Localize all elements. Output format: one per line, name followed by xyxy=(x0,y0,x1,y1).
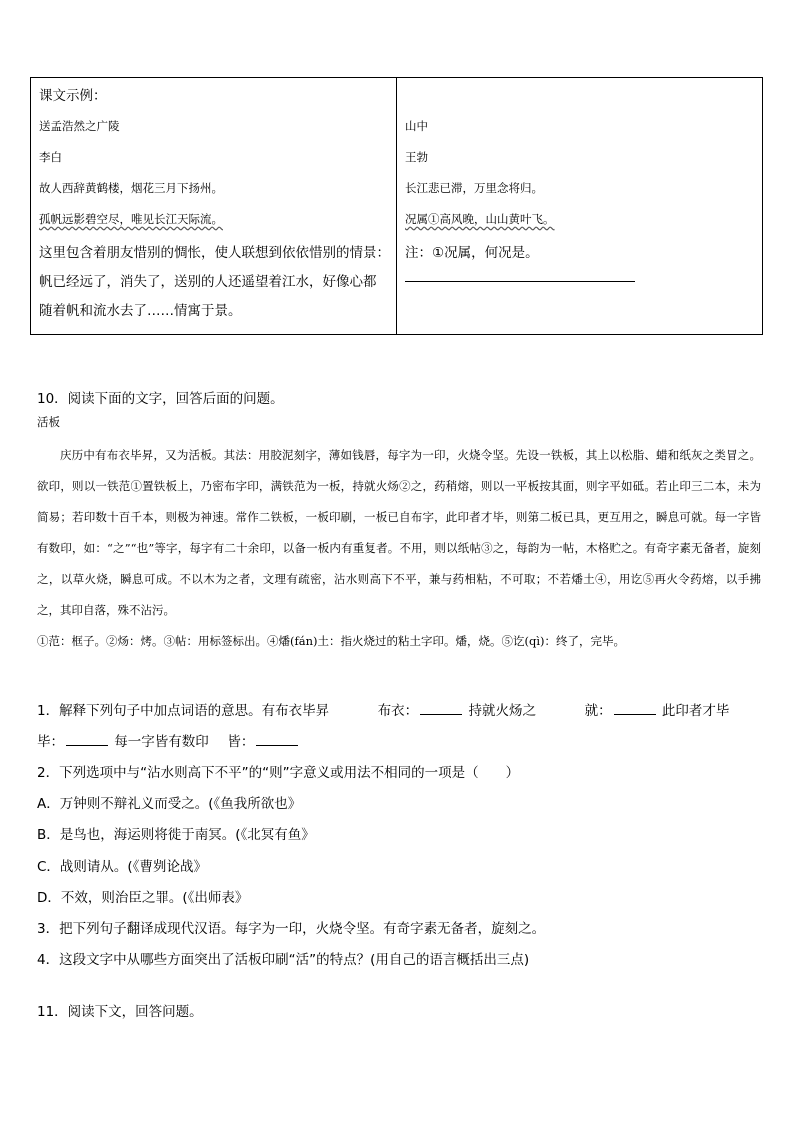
option-b[interactable]: B．是鸟也，海运则将徙于南冥。(《北冥有鱼》 xyxy=(37,827,315,843)
answer-blank-line[interactable] xyxy=(405,273,635,282)
example-analysis-line-3: 随着帆和流水去了……情寓于景。 xyxy=(39,303,242,319)
example-analysis-line-1: 这里包含着朋友惜别的惆怅，使人联想到依依惜别的情景： xyxy=(39,245,390,261)
q1-sentence-b: 持就火炀之 xyxy=(468,703,536,719)
q1-prefix: 1．解释下列句子中加点词语的意思。有布衣毕昇 xyxy=(37,703,330,719)
q1-term-a: 布衣： xyxy=(377,703,419,719)
question-1-cont xyxy=(37,730,300,750)
passage-body: 庆历中有布衣毕昇，又为活板。其法：用胶泥刻字，薄如钱唇，每字为一印，火烧令坚。先设一铁板，其上以松脂、蜡和纸灰之类冒之。欲印，则以一铁范①置铁板上，乃密布字印，满铁范为一板，持就火炀②之，药稍熔，则以一平板按其面，则字平如砥。若止印三二本，未为简易；若印数十百千本，则极为神速。常作二铁板，一板印刷，一板已自布字，此印者才毕，则第二板已具，更互用之，瞬息可就。每一字皆有数印，如：“之”“也”等字，每字有二十余印，以备一板内有重复者。不用，则以纸帖③之，每韵为一帖，木格贮之。有奇字素无备者，旋刻之，以草火烧，瞬息可成。不以木为之者，文理有疏密，沾水则高下不平，兼与药相粘，不可取；不若燔土④，用讫⑤再火令药熔，以手拂之，其印自落，殊不沾污。 xyxy=(37,448,761,617)
q1-sentence-c: 此印者才毕 xyxy=(661,703,730,719)
option-d[interactable]: D．不效，则治臣之罪。(《出师表》 xyxy=(37,890,249,906)
q1-blank-d[interactable] xyxy=(256,733,298,746)
q1-blank-b[interactable] xyxy=(614,702,656,715)
question-2: 2．下列选项中与“沾水则高下不平”的“则”字意义或用法不相同的一项是（ ） xyxy=(37,765,520,781)
q1-term-d: 皆： xyxy=(227,734,255,750)
passage-title: 活板 xyxy=(37,415,60,429)
question-10-title: 10．阅读下面的文字，回答后面的问题。 xyxy=(37,391,284,407)
q1-blank-a[interactable] xyxy=(420,702,462,715)
option-a[interactable]: A．万钟则不辩礼义而受之。(《鱼我所欲也》 xyxy=(37,796,302,812)
example-poem-line-1: 故人西辞黄鹤楼，烟花三月下扬州。 xyxy=(39,181,223,195)
question-1 xyxy=(37,699,729,719)
classical-passage xyxy=(37,440,761,657)
question-11-title: 11．阅读下文，回答问题。 xyxy=(37,1004,203,1020)
q1-term-c: 毕： xyxy=(37,734,64,750)
example-poem-author: 李白 xyxy=(39,150,62,164)
q1-blank-c[interactable] xyxy=(66,733,108,746)
exercise-poem-title: 山中 xyxy=(405,119,428,133)
exercise-poem-author: 王勃 xyxy=(405,150,428,164)
passage-notes: ①范：框子。②炀：烤。③帖：用标签标出。④燔(fán)土：指火烧过的粘土字印。燔，烧。⑤讫(qì)：终了，完毕。 xyxy=(37,634,625,648)
exercise-poem-line-1: 长江悲已滞，万里念将归。 xyxy=(405,181,543,195)
example-analysis-line-2: 帆已经远了，消失了，送别的人还遥望着江水，好像心都 xyxy=(39,274,377,290)
question-3: 3．把下列句子翻译成现代汉语。每字为一印，火烧令坚。有奇字素无备者，旋刻之。 xyxy=(37,921,546,937)
exercise-poem-line-2: 况属①高风晚，山山黄叶飞。 xyxy=(405,212,555,226)
poem-comparison-table xyxy=(30,77,763,335)
example-poem-title: 送孟浩然之广陵 xyxy=(39,119,120,133)
q1-term-b: 就： xyxy=(584,703,612,719)
example-label: 课文示例： xyxy=(39,88,107,104)
exercise-column xyxy=(397,78,762,334)
q1-sentence-d: 每一字皆有数印 xyxy=(114,734,209,750)
question-4: 4．这段文字中从哪些方面突出了活板印刷“活”的特点？(用自己的语言概括出三点) xyxy=(37,952,530,968)
exercise-label-spacer xyxy=(405,86,762,106)
example-column xyxy=(31,78,397,334)
example-poem-line-2: 孤帆远影碧空尽，唯见长江天际流。 xyxy=(39,212,223,226)
exercise-note: 注：①况属，何况是。 xyxy=(405,245,539,261)
option-c[interactable]: C．战则请从。(《曹刿论战》 xyxy=(37,859,207,875)
